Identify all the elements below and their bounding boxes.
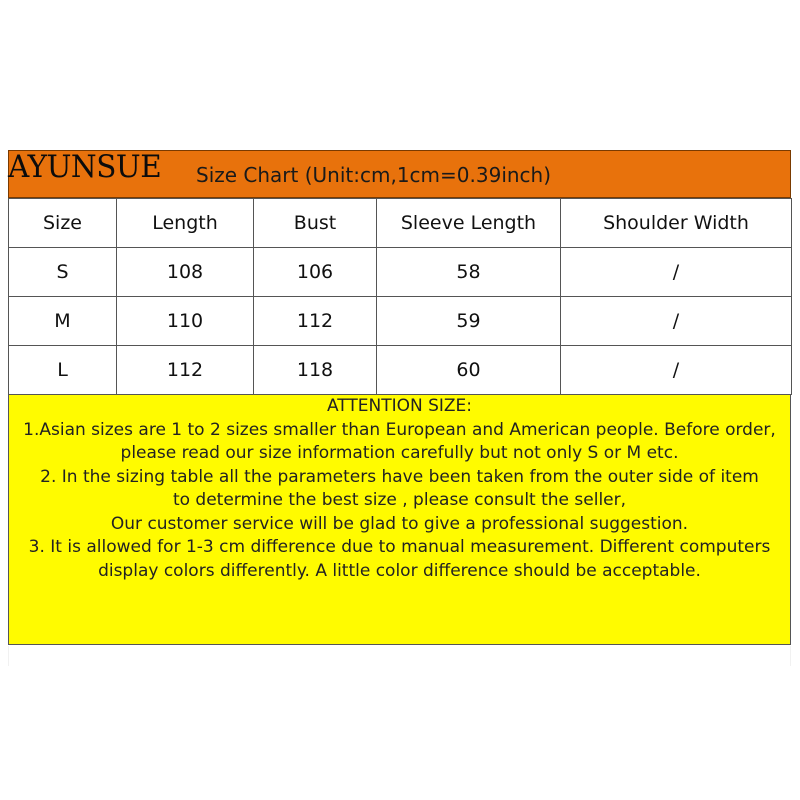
header-shoulder-width: Shoulder Width	[561, 199, 792, 248]
notice-line: please read our size information carefully but not only S or M etc.	[120, 443, 679, 463]
cell-length: 112	[117, 346, 254, 395]
table-row	[9, 346, 792, 395]
cell-bust: 112	[254, 297, 377, 346]
size-chart-title-bar	[8, 150, 791, 198]
cell-size: L	[9, 346, 117, 395]
cell-size: S	[9, 248, 117, 297]
notice-line: 3. It is allowed for 1-3 cm difference due to manual measurement. Different computers display colors differently. A little color difference should be acceptable.	[28, 537, 771, 581]
header-sleeve-length: Sleeve Length	[377, 199, 561, 248]
divider	[8, 646, 791, 666]
cell-length: 110	[117, 297, 254, 346]
table-header-row	[9, 199, 792, 248]
cell-bust: 118	[254, 346, 377, 395]
size-chart-title: Size Chart (Unit:cm,1cm=0.39inch)	[196, 163, 552, 187]
cell-length: 108	[117, 248, 254, 297]
table-row	[9, 297, 792, 346]
cell-size: M	[9, 297, 117, 346]
notice-line: to determine the best size , please consult the seller,	[172, 490, 627, 510]
brand-logo: AYUNSUE	[8, 149, 162, 185]
header-bust: Bust	[254, 199, 377, 248]
cell-shoulder-width: /	[561, 248, 792, 297]
size-table	[8, 198, 792, 395]
attention-notice	[8, 395, 791, 645]
notice-line: 2. In the sizing table all the parameters have been taken from the outer side of item	[40, 466, 759, 487]
notice-heading: ATTENTION SIZE:	[326, 396, 473, 416]
notice-line: 1.Asian sizes are 1 to 2 sizes smaller than European and American people. Before order,	[23, 419, 776, 440]
notice-line: Our customer service will be glad to give a professional suggestion.	[110, 513, 689, 534]
size-chart	[8, 150, 791, 645]
cell-shoulder-width: /	[561, 297, 792, 346]
table-row	[9, 248, 792, 297]
cell-sleeve-length: 59	[377, 297, 561, 346]
header-size: Size	[9, 199, 117, 248]
cell-bust: 106	[254, 248, 377, 297]
cell-shoulder-width: /	[561, 346, 792, 395]
header-length: Length	[117, 199, 254, 248]
cell-sleeve-length: 60	[377, 346, 561, 395]
cell-sleeve-length: 58	[377, 248, 561, 297]
